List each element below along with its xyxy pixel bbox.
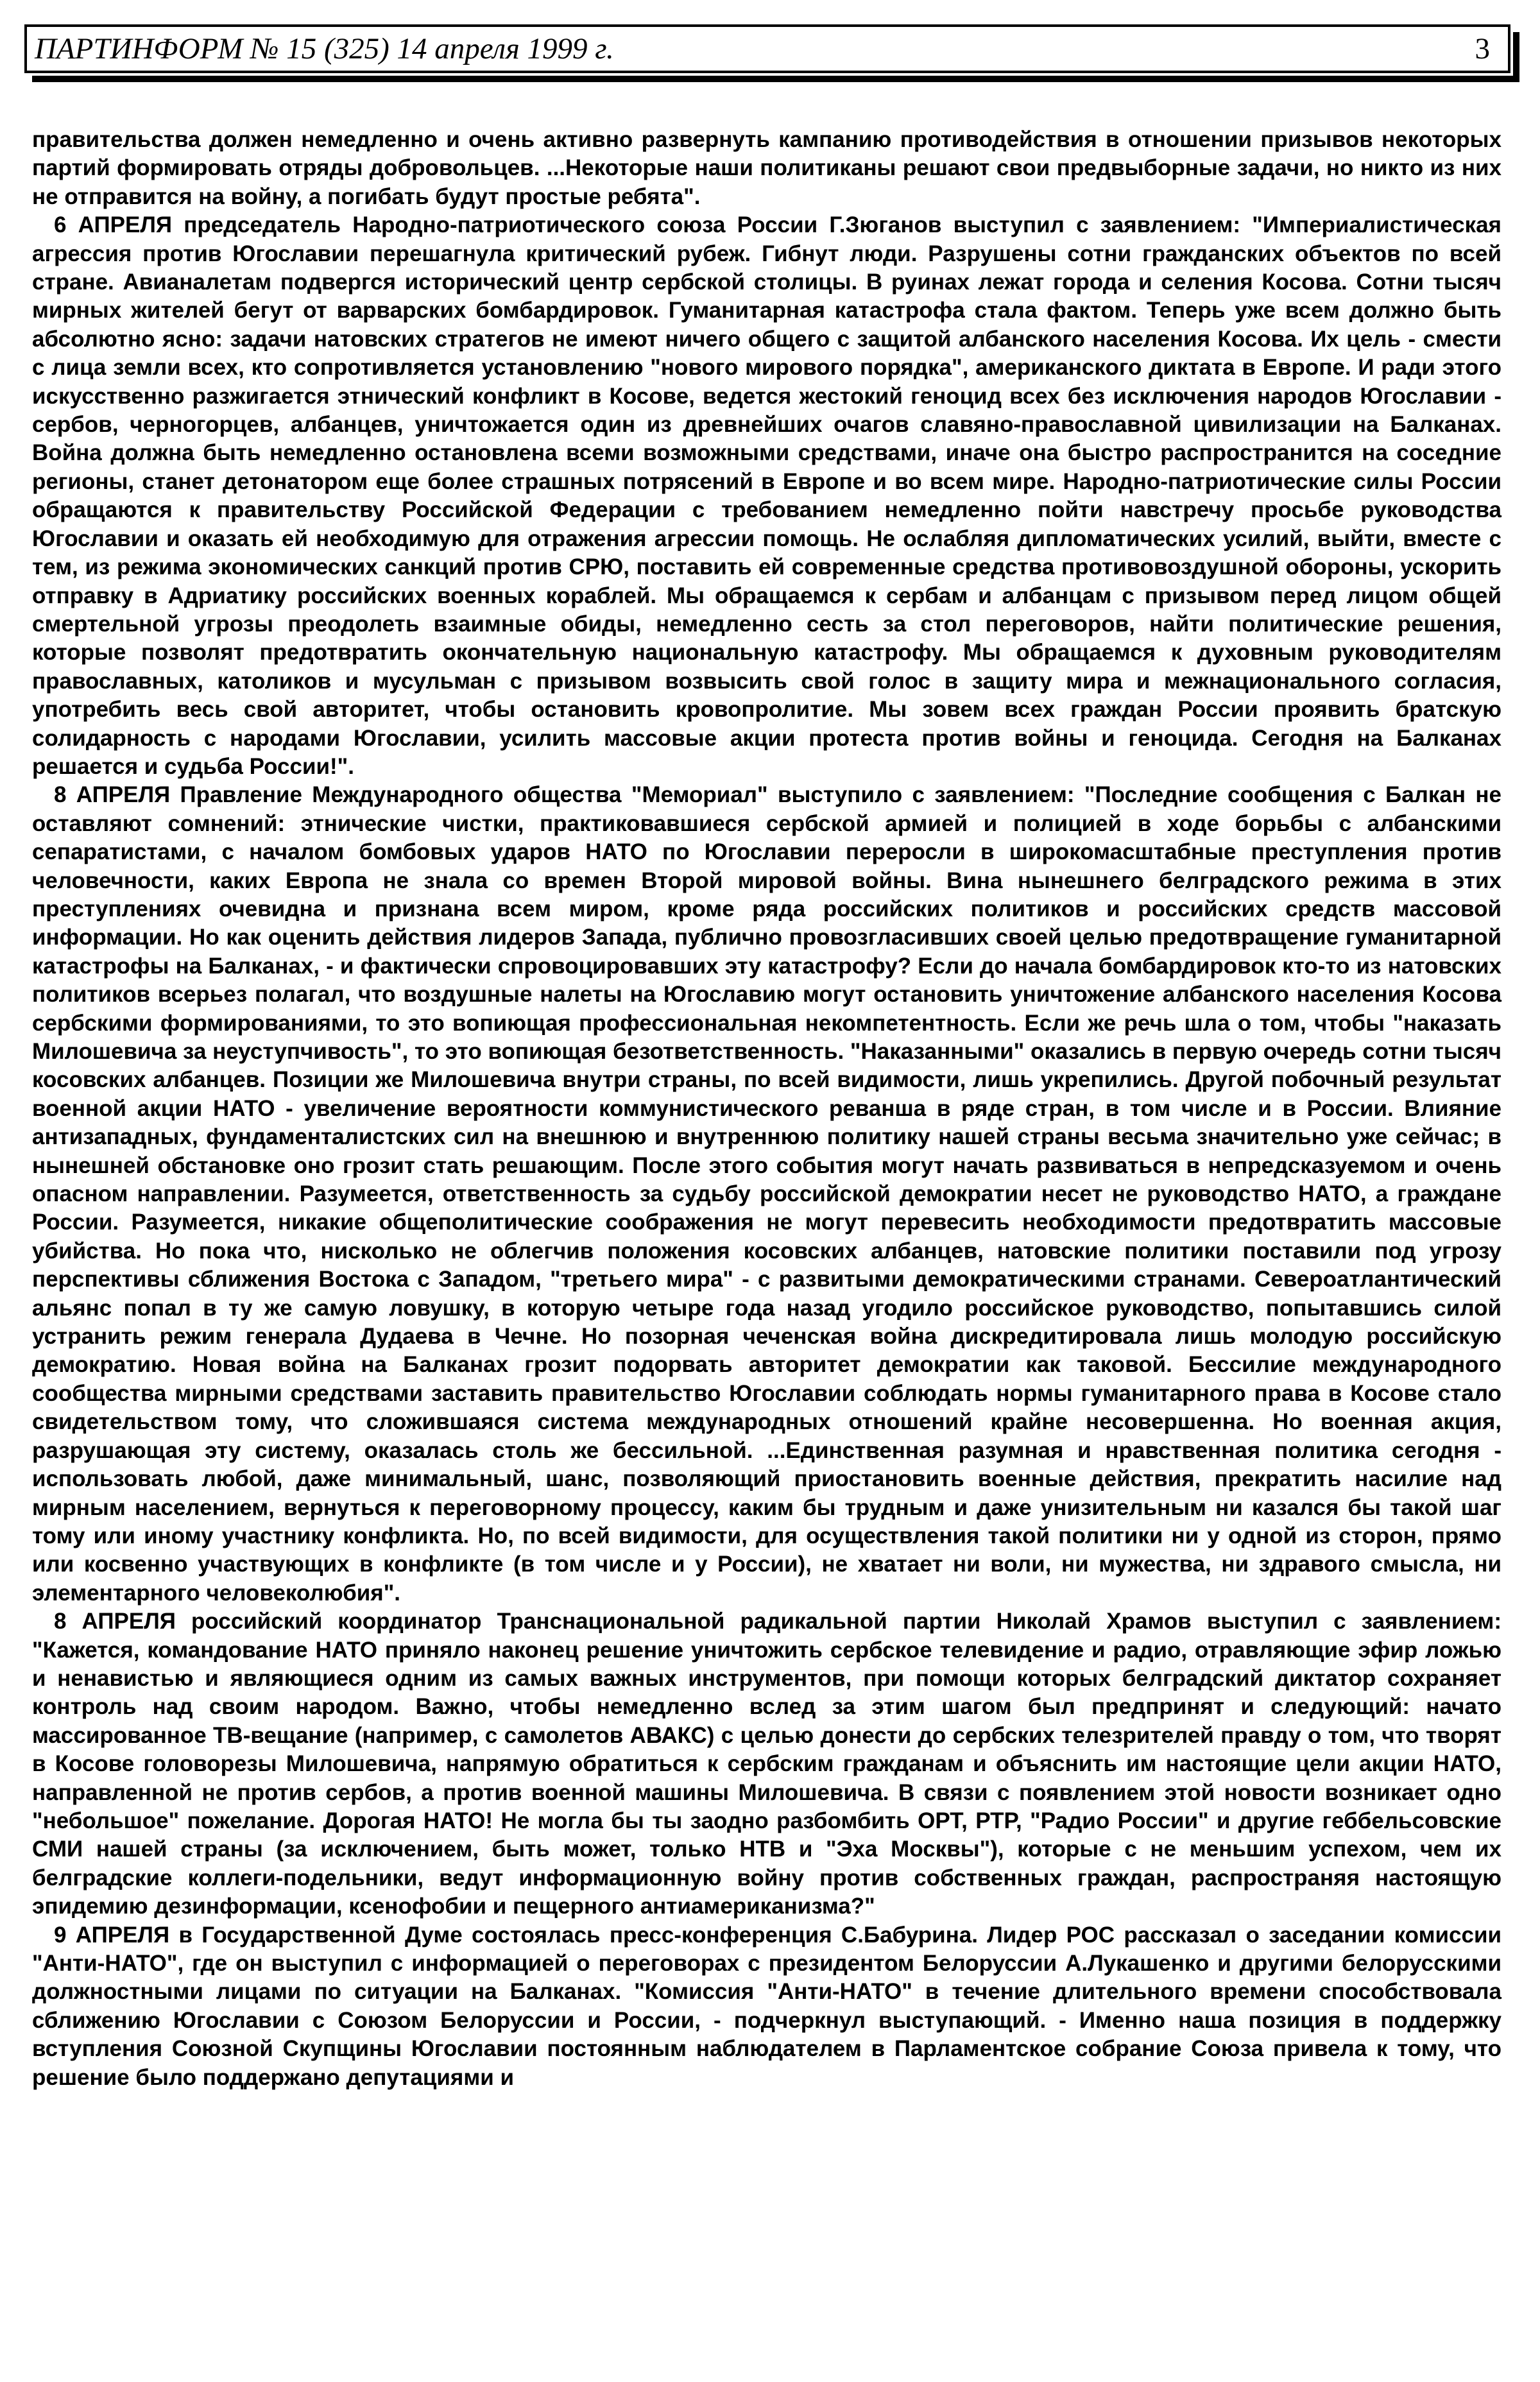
paragraph-text: в Государственной Думе состоялась пресс-конференция С.Бабурина. Лидер РОС рассказал о заседании комиссии "Анти-НАТО", где он выступил с информацией о переговорах с президентом Белоруссии А.Лукашенко и другими белорусскими должностными лицами по ситуации на Балканах. "Комиссия "Анти-НАТО" в течение длительного времени способствовала сближению Югославии с Союзом Белоруссии и России, - подчеркнул выступающий. - Именно наша позиция в поддержку вступления Союзной Скупщины Югославии постоянным наблюдателем в Парламентское собрание Союза привела к тому, что решение было поддержано депутациями и bbox=[32, 1922, 1502, 2090]
paragraph-text: председатель Народно-патриотического союза России Г.Зюганов выступил с заявлением: "Империалистическая агрессия против Югославии перешагнула критический рубеж. Гибнут люди. Разрушены сотни гражданских объектов по всей стране. Авианалетам подвергся исторический центр сербской столицы. В руинах лежат города и селения Косова. Сотни тысяч мирных жителей бегут от варварских бомбардировок. Гуманитарная катастрофа стала фактом. Теперь уже всем должно быть абсолютно ясно: задачи натовских стратегов не имеют ничего общего с защитой албанского населения Косова. Их цель - смести с лица земли всех, кто сопротивляется установлению "нового мирового порядка", американского диктата в Европе. И ради этого искусственно разжигается этнический конфликт в Косове, ведется жестокий геноцид всех без исключения народов Югославии - сербов, черногорцев, албанцев, уничтожается один из древнейших очагов славяно-православной цивилизации на Балканах. Война должна быть немедленно остановлена всеми возможными средствами, иначе она быстро распространится на соседние регионы, станет детонатором еще более страшных потрясений в Европе и во всем мире. Народно-патриотические силы России обращаются к правительству Российской Федерации с требованием немедленно пойти навстречу просьбе руководства Югославии и оказать ей необходимую для отражения агрессии помощь. Не ослабляя дипломатических усилий, выйти, вместе с тем, из режима экономических санкций против СРЮ, поставить ей современные средства противовоздушной обороны, ускорить отправку в Адриатику российских военных кораблей. Мы обращаемся к сербам и албанцам с призывом перед лицом общей смертельной угрозы преодолеть взаимные обиды, немедленно сесть за стол переговоров, найти политические решения, которые позволят предотвратить окончательную национальную катастрофу. Мы обращаемся к духовным руководителям православных, католиков и мусульман с призывом возвысить свой голос в защиту мира и межнационального согласия, употребить весь свой авторитет, чтобы остановить кровопролитие. Мы зовем всех граждан России проявить братскую солидарность с народами Югославии, усилить массовые акции протеста против войны и геноцида. Сегодня на Балканах решается и судьба России!". bbox=[32, 212, 1502, 779]
paragraph-baburin-press-conference bbox=[32, 1921, 1502, 2092]
paragraph-zyuganov-statement bbox=[32, 211, 1502, 781]
article-body bbox=[32, 126, 1502, 2092]
date-lead: 8 АПРЕЛЯ bbox=[54, 1609, 176, 1634]
paragraph-continuation bbox=[32, 126, 1502, 211]
date-lead: 6 АПРЕЛЯ bbox=[54, 212, 173, 238]
date-lead: 9 АПРЕЛЯ bbox=[54, 1922, 170, 1948]
paragraph-khramov-statement bbox=[32, 1607, 1502, 1921]
date-lead: 8 АПРЕЛЯ bbox=[54, 782, 171, 808]
paragraph-text: правительства должен немедленно и очень активно развернуть кампанию противодействия в отношении призывов некоторых партий формировать отряды добровольцев. ...Некоторые наши политиканы решают свои предвыборные задачи, но никто из них не отправится на войну, а погибать будут простые ребята". bbox=[32, 127, 1502, 209]
paragraph-memorial-statement bbox=[32, 781, 1502, 1607]
page-number: 3 bbox=[1475, 32, 1490, 65]
page-header bbox=[24, 24, 1510, 73]
paragraph-text: Правление Международного общества "Мемориал" выступило с заявлением: "Последние сообщения с Балкан не оставляют сомнений: этнические чистки, практиковавшиеся сербской армией и полицией в ходе борьбы с албанскими сепаратистами, с началом бомбовых ударов НАТО по Югославии переросли в широкомасштабные преступления против человечности, каких Европа не знала со времен Второй мировой войны. Вина нынешнего белградского режима в этих преступлениях очевидна и признана всем миром, кроме ряда российских политиков и российских средств массовой информации. Но как оценить действия лидеров Запада, публично провозгласивших своей целью предотвращение гуманитарной катастрофы на Балканах, - и фактически спровоцировавших эту катастрофу? Если до начала бомбардировок кто-то из натовских политиков всерьез полагал, что воздушные налеты на Югославию могут остановить уничтожение албанского населения Косова сербскими формированиями, то это вопиющая профессиональная некомпетентность. Если же речь шла о том, чтобы "наказать Милошевича за неуступчивость", то это вопиющая безответственность. "Наказанными" оказались в первую очередь сотни тысяч косовских албанцев. Позиции же Милошевича внутри страны, по всей видимости, лишь укрепились. Другой побочный результат военной акции НАТО - увеличение вероятности коммунистического реванша в ряде стран, в том числе и в России. Влияние антизападных, фундаменталистских сил на внешнюю и внутреннюю политику нашей страны весьма значительно уже сейчас; в нынешней обстановке оно грозит стать решающим. После этого события могут начать развиваться в непредсказуемом и очень опасном направлении. Разумеется, ответственность за судьбу российской демократии несет не руководство НАТО, а граждане России. Разумеется, никакие общеполитические соображения не могут перевесить необходимости предотвратить массовые убийства. Но пока что, нисколько не облегчив положения косовских албанцев, натовские политики поставили под угрозу перспективы сближения Востока с Западом, "третьего мира" - с развитыми демократическими странами. Североатлантический альянс попал в ту же самую ловушку, в которую четыре года назад угодило российское руководство, попытавшись силой устранить режим генерала Дудаева в Чечне. Но позорная чеченская война дискредитировала лишь молодую российскую демократию. Новая война на Балканах грозит подорвать авторитет демократии как таковой. Бессилие международного сообщества мирными средствами заставить правительство Югославии соблюдать нормы гуманитарного права в Косове стало свидетельством тому, что сложившаяся система международных отношений крайне несовершенна. Но военная акция, разрушающая эту систему, оказалась столь же бессильной. ...Единственная разумная и нравственная политика сегодня - использовать любой, даже минимальный, шанс, позволяющий приостановить военные действия, прекратить насилие над мирным населением, вернуться к переговорному процессу, каким бы трудным и даже унизительным ни казался бы такой шаг тому или иному участнику конфликта. Но, по всей видимости, для осуществления такой политики ни у одной из сторон, прямо или косвенно участвующих в конфликте (в том числе и у России), не хватает ни воли, ни мужества, ни здравого смысла, ни элементарного человеколюбия". bbox=[32, 782, 1502, 1606]
paragraph-text: российский координатор Транснациональной радикальной партии Николай Храмов выступил с заявлением: "Кажется, командование НАТО приняло наконец решение уничтожить сербское телевидение и радио, отравляющие эфир ложью и ненавистью и являющиеся одним из самых важных инструментов, при помощи которых белградский диктатор сохраняет контроль над своим народом. Важно, чтобы немедленно вслед за этим шагом был предпринят и следующий: начато массированное ТВ-вещание (например, с самолетов АВАКС) с целью донести до сербских телезрителей правду о том, что творят в Косове головорезы Милошевича, напрямую обратиться к сербским гражданам и объяснить им настоящие цели акции НАТО, направленной не против сербов, а против военной машины Милошевича. В связи с появлением этой новости возникает одно "небольшое" пожелание. Дорогая НАТО! Не могла бы ты заодно разбомбить ОРТ, РТР, "Радио России" и другие геббельсовские СМИ нашей страны (за исключением, быть может, только НТВ и "Эха Москвы"), которые с не меньшим успехом, чем их белградские коллеги-подельники, ведут информационную войну против собственных граждан, распространяя настоящую эпидемию дезинформации, ксенофобии и пещерного антиамериканизма?" bbox=[32, 1609, 1502, 1919]
publication-title: ПАРТИНФОРМ № 15 (325) 14 апреля 1999 г. bbox=[35, 32, 614, 65]
